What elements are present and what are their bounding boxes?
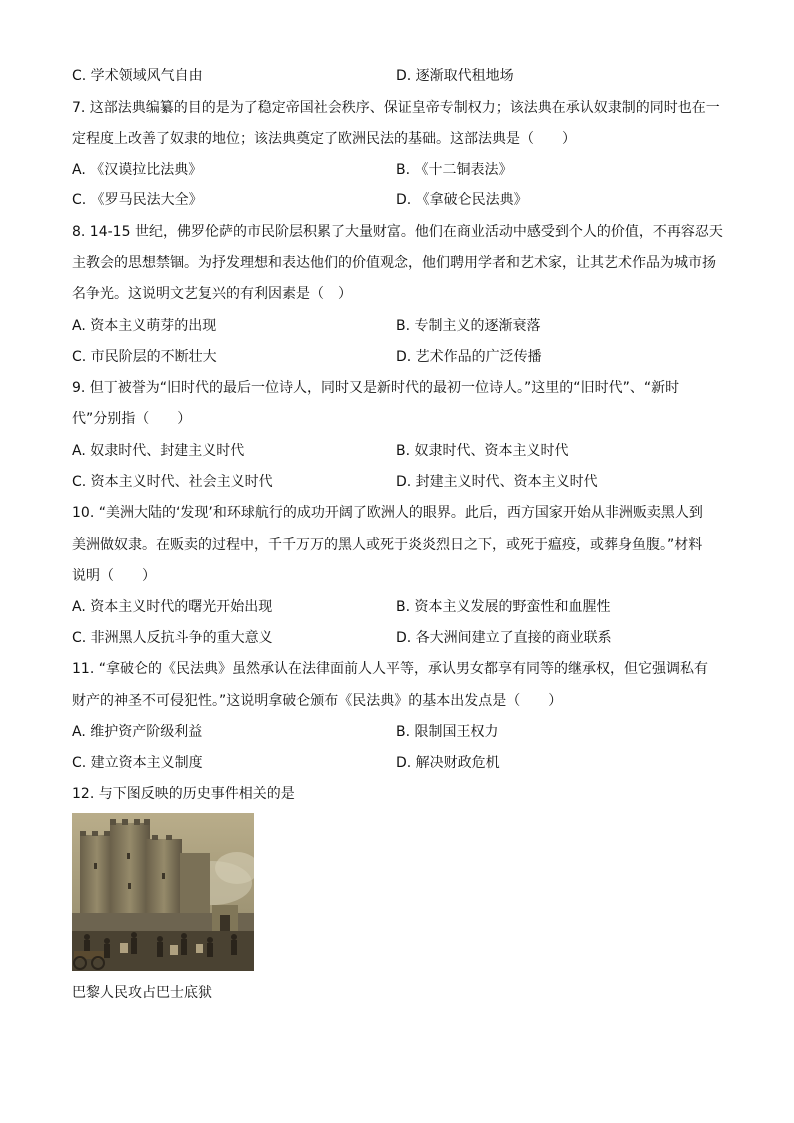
q9-option-b: B. 奴隶时代、资本主义时代 [396, 443, 569, 459]
q10-option-b: B. 资本主义发展的野蛮性和血腥性 [396, 599, 611, 615]
bastille-painting [72, 813, 254, 971]
q10-stem-line-2: 美洲做奴隶。在贩卖的过程中，千千万万的黑人或死于炎炎烈日之下，或死于瘟疫，或葬身鱼腹。”材料 [72, 537, 703, 553]
q10-stem-line-1: 10. “美洲大陆的‘发现’和环球航行的成功开阔了欧洲人的眼界。此后，西方国家开始从非洲贩卖黑人到 [72, 505, 703, 521]
q11-stem-line-2: 财产的神圣不可侵犯性。”这说明拿破仑颁布《民法典》的基本出发点是（ ） [72, 693, 563, 709]
q10-option-c: C. 非洲黑人反抗斗争的重大意义 [72, 630, 273, 646]
q7-option-a: A. 《汉谟拉比法典》 [72, 162, 203, 178]
q6-option-c: C. 学术领域风气自由 [72, 68, 203, 84]
q11-option-a: A. 维护资产阶级利益 [72, 724, 203, 740]
q8-option-c: C. 市民阶层的不断壮大 [72, 349, 217, 365]
q7-option-c: C. 《罗马民法大全》 [72, 192, 203, 208]
q7-stem-line-1: 7. 这部法典编纂的目的是为了稳定帝国社会秩序、保证皇帝专制权力；该法典在承认奴隶制的同时也在一 [72, 100, 720, 116]
q7-stem-line-2: 定程度上改善了奴隶的地位；该法典奠定了欧洲民法的基础。这部法典是（ ） [72, 131, 576, 147]
q8-option-a: A. 资本主义萌芽的出现 [72, 318, 217, 334]
q12-stem: 12. 与下图反映的历史事件相关的是 [72, 786, 295, 802]
figure-caption: 巴黎人民攻占巴士底狱 [72, 985, 212, 1001]
q7-option-b: B. 《十二铜表法》 [396, 162, 513, 178]
q10-stem-line-3: 说明（ ） [72, 568, 156, 584]
q9-stem-line-2: 代”分别指（ ） [72, 411, 192, 427]
q11-option-d: D. 解决财政危机 [396, 755, 500, 771]
q11-option-b: B. 限制国王权力 [396, 724, 499, 740]
q9-stem-line-1: 9. 但丁被誉为“旧时代的最后一位诗人，同时又是新时代的最初一位诗人。”这里的“旧时代”、“新时 [72, 380, 680, 396]
q8-option-b: B. 专制主义的逐渐衰落 [396, 318, 541, 334]
q7-option-d: D. 《拿破仑民法典》 [396, 192, 528, 208]
q9-option-c: C. 资本主义时代、社会主义时代 [72, 474, 273, 490]
q11-option-c: C. 建立资本主义制度 [72, 755, 203, 771]
q10-option-a: A. 资本主义时代的曙光开始出现 [72, 599, 273, 615]
q9-option-a: A. 奴隶时代、封建主义时代 [72, 443, 245, 459]
q8-option-d: D. 艺术作品的广泛传播 [396, 349, 542, 365]
q8-stem-line-1: 8. 14-15 世纪，佛罗伦萨的市民阶层积累了大量财富。他们在商业活动中感受到个人的价值，不再容忍天 [72, 224, 723, 240]
q8-stem-line-3: 名争光。这说明文艺复兴的有利因素是（ ） [72, 286, 352, 302]
q10-option-d: D. 各大洲间建立了直接的商业联系 [396, 630, 612, 646]
q9-option-d: D. 封建主义时代、资本主义时代 [396, 474, 598, 490]
q8-stem-line-2: 主教会的思想禁锢。为抒发理想和表达他们的价值观念，他们聘用学者和艺术家，让其艺术作品为城市扬 [72, 255, 716, 271]
q11-stem-line-1: 11. “拿破仑的《民法典》虽然承认在法律面前人人平等，承认男女都享有同等的继承权，但它强调私有 [72, 661, 708, 677]
q6-option-d: D. 逐渐取代租地场 [396, 68, 514, 84]
